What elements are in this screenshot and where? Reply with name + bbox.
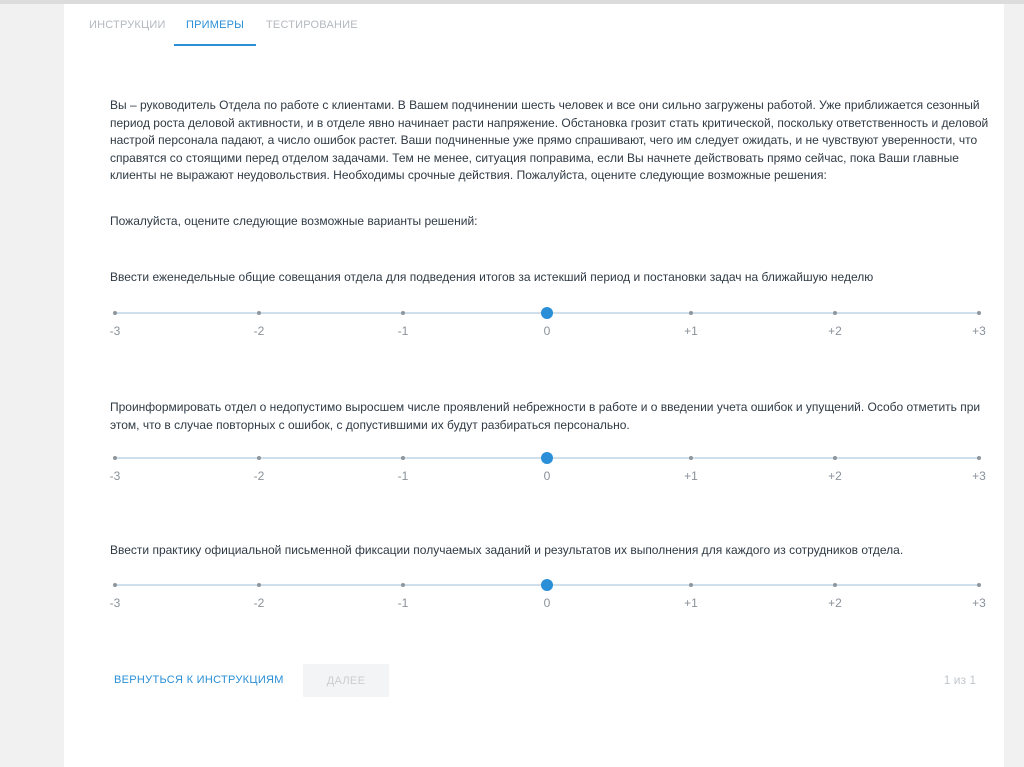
scale-label: +1 [684,596,698,610]
scale-label: +1 [684,324,698,338]
next-button[interactable]: ДАЛЕЕ [303,664,389,697]
scale-label: -3 [109,469,121,483]
tab-testing[interactable]: ТЕСТИРОВАНИЕ [266,19,358,31]
scale-label: +3 [972,469,986,483]
scenario-text: Вы – руководитель Отдела по работе с клиентами. В Вашем подчинении шесть человек и все они сильно загружены работой. Уже приближается сезонный период роста деловой активности, и в отделе явно начинает расти напряжение. Обстановка грозит стать критической, поскольку ответственность и деловой настрой персонала падают, а число ошибок растет. Ваши подчиненные уже прямо спрашивают, чего им следует ожидать, и не чувствуют уверенности, что справятся со стоящими перед отделом задачами. Тем не менее, ситуация поправима, если Вы начнете действовать прямо сейчас, пока Ваши главные клиенты не выражают неудовольствия. Необходимы срочные действия. Пожалуйста, оцените следующие возможные решения: [110,98,989,182]
scale-label: +2 [828,469,842,483]
rating-slider-3[interactable] [109,576,986,616]
rating-prompt: Пожалуйста, оцените следующие возможные варианты решений: [110,214,478,228]
scale-label: 0 [543,469,551,483]
question-2-text: Проинформировать отдел о недопустимо выросшем числе проявлений небрежности в работе и о введении учета ошибок и упущений. Особо отметить при этом, что в случае повторных с ошибок, с допустившими их будут разбираться персонально. [110,400,981,432]
slider-tick [977,311,981,315]
scale-label: -2 [253,324,265,338]
scale-label: +3 [972,324,986,338]
slider-tick [401,456,405,460]
slider-tick [113,456,117,460]
slider-tick [257,456,261,460]
slider-thumb[interactable] [541,579,553,591]
scale-label: +2 [828,596,842,610]
tab-instructions[interactable]: ИНСТРУКЦИИ [89,19,166,31]
scale-label: -2 [253,596,265,610]
slider-tick [689,583,693,587]
scale-label: -1 [397,469,409,483]
tab-examples[interactable]: ПРИМЕРЫ [186,4,244,46]
scale-label: -2 [253,469,265,483]
scale-label: +3 [972,596,986,610]
scale-label: -3 [109,324,121,338]
scale-label: +2 [828,324,842,338]
slider-tick [401,311,405,315]
page-counter: 1 из 1 [943,673,976,687]
rating-slider-2[interactable] [109,449,986,489]
slider-tick [113,583,117,587]
slider-thumb[interactable] [541,452,553,464]
slider-tick [401,583,405,587]
slider-tick [833,456,837,460]
scale-label: 0 [543,324,551,338]
scale-label: 0 [543,596,551,610]
scale-label: -3 [109,596,121,610]
slider-tick [689,456,693,460]
slider-tick [977,583,981,587]
slider-thumb[interactable] [541,307,553,319]
question-3-text: Ввести практику официальной письменной фиксации получаемых заданий и результатов их выполнения для каждого из сотрудников отдела. [110,543,904,557]
question-1-text: Ввести еженедельные общие совещания отдела для подведения итогов за истекший период и постановки задач на ближайшую неделю [110,270,874,284]
test-card [64,4,1004,767]
scale-label: -1 [397,596,409,610]
slider-tick [833,311,837,315]
back-to-instructions-link[interactable]: ВЕРНУТЬСЯ К ИНСТРУКЦИЯМ [114,674,284,686]
slider-tick [833,583,837,587]
slider-tick [257,583,261,587]
slider-tick [257,311,261,315]
rating-slider-1[interactable] [109,304,986,344]
slider-tick [113,311,117,315]
scale-label: -1 [397,324,409,338]
scale-label: +1 [684,469,698,483]
slider-tick [689,311,693,315]
slider-tick [977,456,981,460]
tab-bar [64,4,1004,46]
